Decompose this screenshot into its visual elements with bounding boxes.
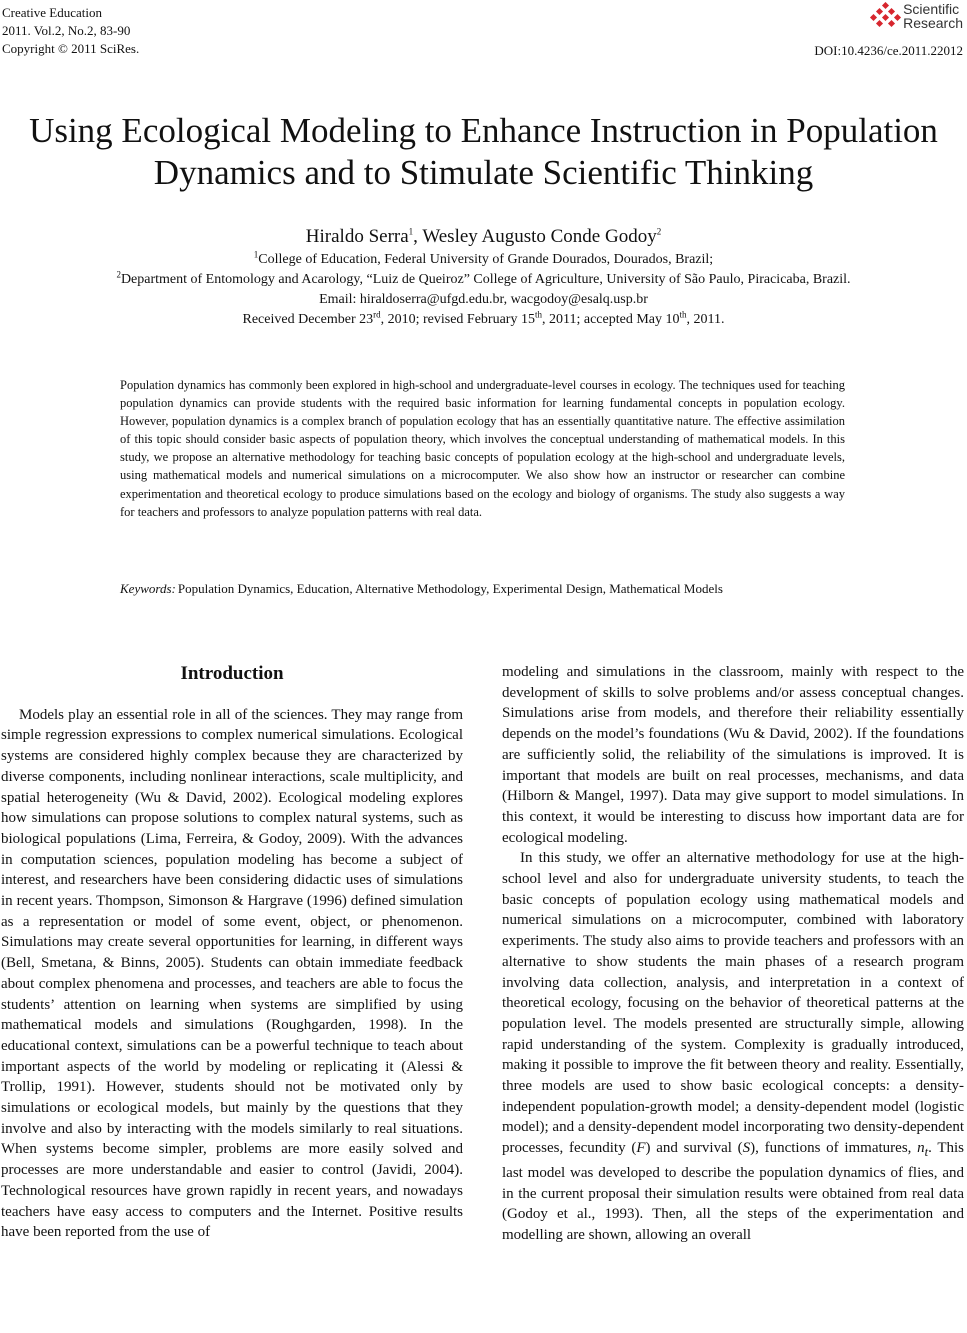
right-column [502, 662, 964, 1246]
received-dates: Received December 23rd, 2010; revised February 15th, 2011; accepted May 10th, 2011. [242, 309, 725, 327]
email-line: Email: hiraldoserra@ufgd.edu.br, wacgodoy@esalq.usp.br [319, 292, 648, 307]
keywords-label: Keywords: [120, 581, 176, 596]
affiliation-2: $^2$Department of Entomology and Acarology, “Luiz de Queiroz” College of Agriculture, University of São Paulo, Piracicaba, Brazil. [116, 269, 851, 287]
affiliation-1: $^1$College of Education, Federal University of Grande Dourados, Dourados, Brazil; [253, 249, 714, 267]
keywords-value: Population Dynamics, Education, Alternative Methodology, Experimental Design, Mathematical Models [177, 581, 723, 596]
body-paragraph: In this study, we offer an alternative methodology for use at the high-school level and also for undergraduate university students, to teach the basic concepts of population ecology using mathematical models and numerical simulations on a microcomputer, combined with laboratory experiments. The study also aims to provide teachers and professors with an alternative to show students the main phases of a research program involving data collection, analysis, and interpretation in a context of theoretical ecology, focusing on the behavior of theoretical patterns at the population level. The models presented are structurally simple, allowing rapid understanding of the system. Complexity is gradually introduced, making it possible to improve the fit between theory and reality. Essentially, three models are used to show basic ecological concepts: a density-independent population-growth model; a density-dependent model (logistic model); and a density-dependent model incorporating two density-dependent processes, fecundity (F) and survival (S), functions of immatures, $n_t$. This last model was developed to describe the population dynamics of flies, and in the current proposal their simulation results were obtained from real data (Godoy et al., 1993). Then, all the steps of the experimentation and modelling are shown, allowing an overall [502, 850, 964, 1243]
publisher-header [814, 2, 963, 59]
publisher-wordmark: Scientific Research [903, 1, 963, 31]
section-heading-introduction: Introduction [180, 663, 284, 684]
abstract: Population dynamics has commonly been explored in high-school and undergraduate-level courses in ecology. The techniques used for teaching population dynamics can provide students with the required basic information for learning fundamental concepts in population ecology. However, population dynamics is a complex branch of population ecology that has an essentially quantitative nature. The effective assimilation of this topic should consider basic aspects of population theory, which involves the conceptual understanding of mathematical models. In this study, we propose an alternative methodology for teaching basic concepts of population ecology at the high-school and undergraduate levels, using mathematical models and numerical simulations on a microcomputer. We also show how an instructor or researcher can combine experimentation and theoretical ecology to produce simulations based on the ecology and biology of organisms. The study also suggests a way for teachers and professors to analyze population patterns with real data. [120, 378, 845, 519]
author-list: Hiraldo Serra$^1$, Wesley Augusto Conde Godoy$^2$ [305, 226, 662, 247]
body-paragraph: Models play an essential role in all of the sciences. They may range from simple regression expressions to complex numerical simulations. Ecological systems are considered highly complex because they are characterized by diverse components, including nonlinear interactions, scale multiplicity, and spatial heterogeneity (Wu & David, 2002). Ecological modeling explores how simulations can propose solutions to complex natural systems, such as biological populations (Lima, Ferreira, & Godoy, 2009). With the advances in computation sciences, population modeling has become a subject of interest, and researchers have been considering didactic uses of simulations in recent years. Thompson, Simonson & Hargrave (1996) defined simulation as a representation or model of some event, object, or phenomenon. Simulations may create several opportunities for learning, in different ways (Bell, Smetana, & Binns, 2005). Students can obtain immediate feedback about complex phenomena and processes, and teachers are able to focus the students’ attention on learning when systems are simplified by using mathematical models and simulations (Roughgarden, 1998). In the educational context, simulations can be a powerful technique to teach about important aspects of the world by modeling or replicating it (Alessi & Trollip, 1991). However, students should not be motivated only by simulations or ecological models, but mainly by the questions that they involve and also by interacting with the models similarly to real situations. When systems become simpler, problems are more easily solved and processes are more understandable and easier to control (Javidi, 2004). Technological resources have grown rapidly in recent years, and nowadays teachers have easy access to computers and the Internet. Positive results have been reported from the use of [1, 706, 463, 1241]
scirp-diamond-icon [869, 2, 903, 30]
journal-volume: 2011. Vol.2, No.2, 83-90 [2, 23, 131, 38]
affiliations [0, 250, 967, 330]
paper-title: Using Ecological Modeling to Enhance Instruction in Population Dynamics and to Stimulate Scientific Thinking [29, 111, 938, 192]
left-column [1, 662, 463, 1243]
journal-header [2, 4, 139, 58]
journal-name: Creative Education [2, 5, 102, 20]
publisher-logo [869, 2, 963, 30]
body-paragraph: modeling and simulations in the classroom, mainly with respect to the development of skills to solve problems and/or assess conceptual changes. Simulations arise from models, and therefore their reliability essentially depends on the model’s foundations (Wu & David, 2002). If the foundations are sufficiently solid, the reliability of the simulations is improved. It is important that models are built on real processes, mechanisms, and data (Hilborn & Mangel, 1997). Data may give support to model simulations. In this context, it would be interesting to discuss how important data are for ecological modeling. [502, 664, 964, 846]
keywords [120, 580, 845, 598]
copyright-line: Copyright © 2011 SciRes. [2, 41, 140, 56]
doi-line: DOI:10.4236/ce.2011.22012 [814, 43, 963, 58]
